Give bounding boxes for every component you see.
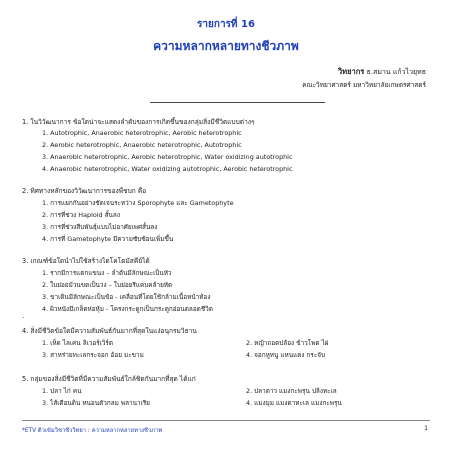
q4-option-4: 4. จอกหูหนู แหนแดง กระจับ bbox=[246, 351, 326, 359]
q3-option-4: 4. ผิวหนังมีเกล็ดห่อหุ้ม - โครงกระดูกเป็นกระดูกอ่อนตลอดชีวิต bbox=[42, 305, 213, 313]
q2-option-2: 2. การที่ช่วง Haploid สั้นลง bbox=[42, 211, 120, 219]
q1-option-3: 3. Anaerobic heterotrophic, Aerobic heterotrophic, Water oxidizing autotrophic bbox=[42, 153, 293, 161]
q2-option-1: 1. การแยกกันอย่างชัดเจนระหว่าง Sporophyte และ Gametophyte bbox=[42, 199, 234, 207]
page-number: 1 bbox=[424, 425, 428, 432]
q4-option-3: 3. สาหร่ายทะเลกระจอก อ้อย มะขาม bbox=[42, 351, 144, 359]
lecturer-line bbox=[338, 66, 426, 78]
question-2: 2. ทิศทางหลักของวิวัฒนาการของพืชบก คือ bbox=[22, 187, 147, 195]
lecturer-label: วิทยากร bbox=[337, 67, 365, 76]
q1-option-1: 1. Autotrophic, Anaerobic heterotrophic, Aerobic heterotrophic bbox=[42, 129, 242, 137]
q5-option-1: 1. ปลา ไก่ คน bbox=[42, 387, 82, 395]
stray-dot: . bbox=[22, 312, 25, 320]
q5-option-4: 4. แมงมุม แมงดาทะเล แมงกะพรุน bbox=[246, 399, 342, 407]
q5-option-3: 3. ไส้เดือนดิน หนอนตัวกลม พลานาเรีย bbox=[42, 399, 150, 407]
q5-option-2: 2. ปลาดาว แมงกะพรุน ปลิงทะเล bbox=[246, 387, 337, 395]
footer-title: *ETV ติวเข้มวิชาชีววิทยา : ความหลากหลายทางชีวภาพ bbox=[22, 428, 163, 434]
program-number: รายการที่ 16 bbox=[197, 19, 255, 30]
page-title: ความหลากหลายทางชีวภาพ bbox=[153, 39, 299, 53]
q3-option-2: 2. ใบย่อยม้วนขดเป็นวง – ใบย่อยรีแคบคล้ายหัด bbox=[42, 281, 173, 289]
q1-option-2: 2. Aerobic heterotrophic, Anaerobic heterotrophic, Autotrophic bbox=[42, 141, 242, 149]
footer-divider bbox=[22, 420, 430, 421]
question-4: 4. สิ่งมีชีวิตข้อใดมีความสัมพันธ์กันมากที่สุดในแง่อนุกรมวิธาน bbox=[22, 327, 197, 335]
affiliation: คณะวิทยาศาสตร์ มหาวิทยาลัยเกษตรศาสตร์ bbox=[302, 81, 426, 89]
question-5: 5. กลุ่มของสิ่งมีชีวิตที่มีความสัมพันธ์ใกล้ชิดกันมากที่สุด ได้แก่ bbox=[22, 375, 196, 383]
q2-option-4: 4. การที่ Gametophyte มีความซับซ้อนเพิ่มขึ้น bbox=[42, 235, 174, 243]
q2-option-3: 3. การที่ช่วงสืบพันธุ์แบบไม่อาศัยเพศสั้นลง bbox=[42, 223, 158, 231]
q4-option-1: 1. เห็ด ไลเคน ลิเวอร์เวิร์ต bbox=[42, 339, 114, 347]
lecturer-name: ธ.สมาน แก้วไวยุทธ bbox=[366, 68, 426, 76]
question-3: 3. เกณฑ์ข้อใดนำไปใช้สร้างไดโคโตมัสคีย์ได้ bbox=[22, 257, 150, 265]
q1-option-4: 4. Anaerobic heterotrophic, Water oxidizing autotrophic, Aerobic heterotrophic bbox=[42, 165, 293, 173]
q3-option-3: 3. ขาเดินมีลักษณะเป็นข้อ - เคลื่อนที่โดยใช้กล้ามเนื้อหน้าท้อง bbox=[42, 293, 211, 301]
header-divider bbox=[150, 102, 325, 103]
q3-option-1: 1. รากมีการแตกแขนง – ลำต้นมีลักษณะเป็นหัว bbox=[42, 269, 172, 277]
q4-option-2: 2. หญ้าถอดปล้อง ข้าวโพด ไผ่ bbox=[246, 339, 329, 347]
question-1: 1. ในวิวัฒนาการ ข้อใดน่าจะแสดงลำดับของการเกิดขึ้นของกลุ่มสิ่งมีชีวิตแบบต่างๆ bbox=[22, 118, 255, 126]
